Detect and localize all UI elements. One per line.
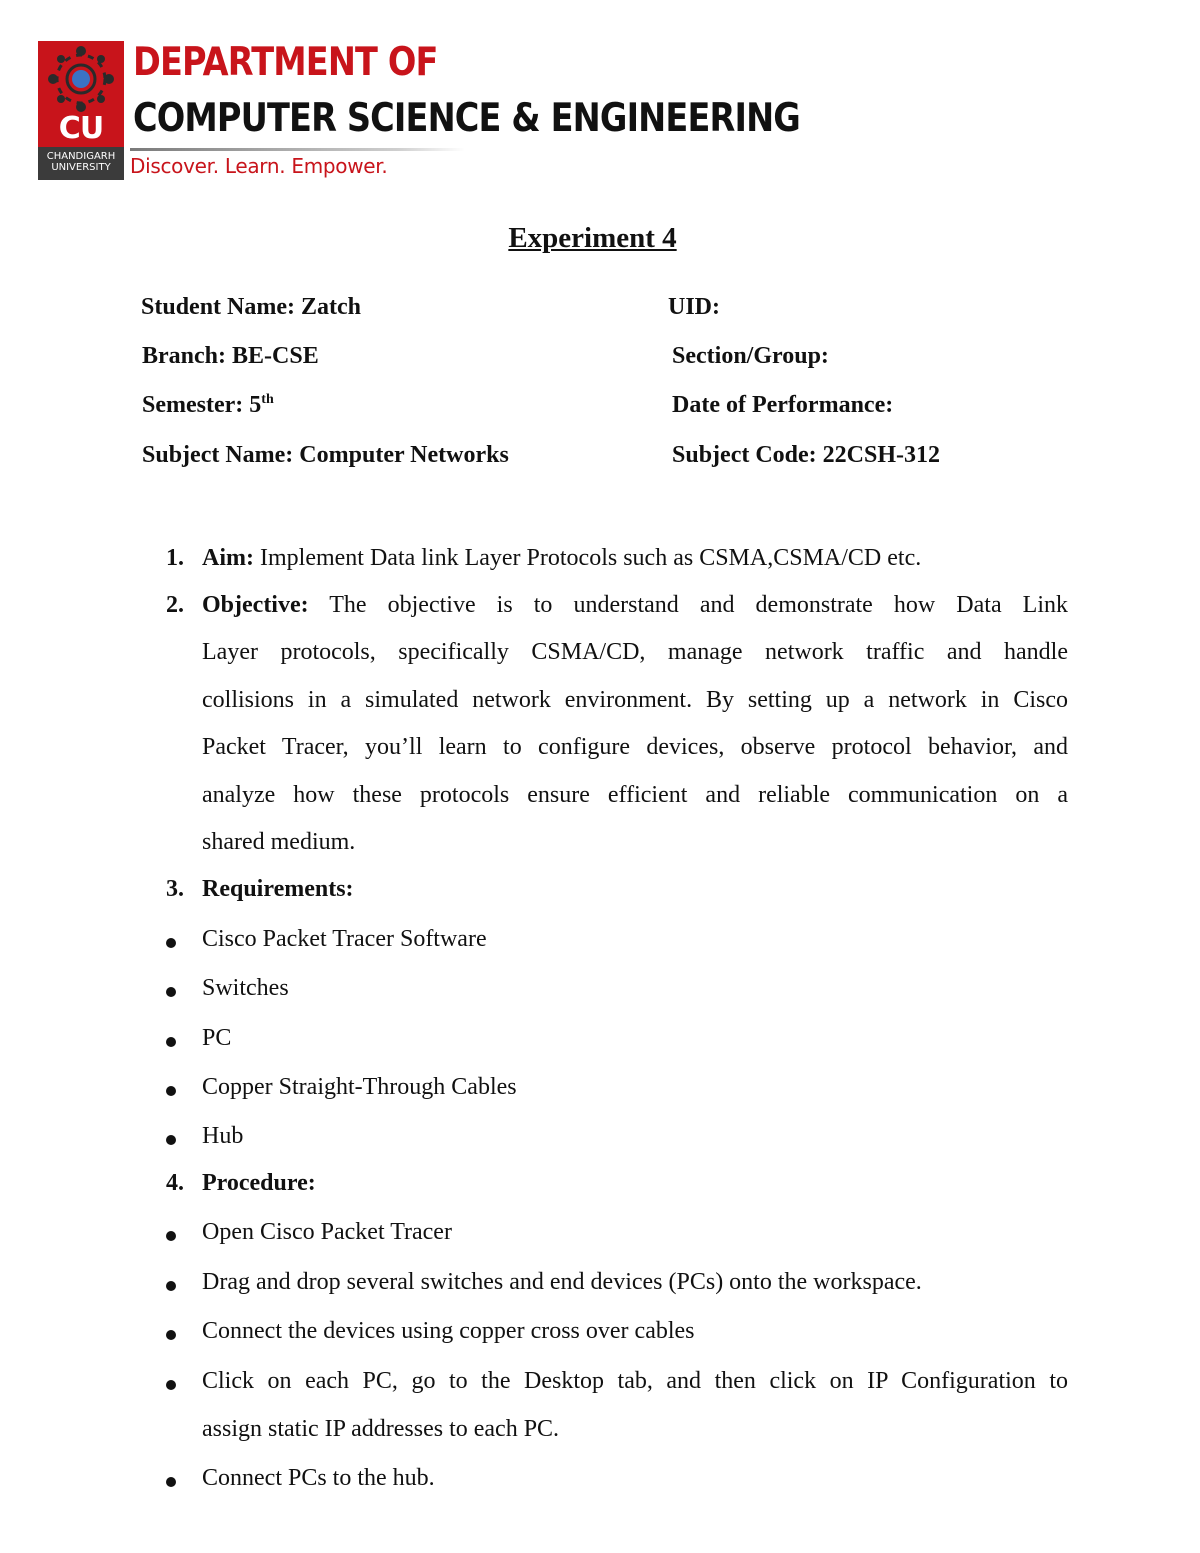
semester-suffix: th [261, 392, 274, 407]
bullet-icon [166, 1380, 176, 1390]
procedure-number: 4. [166, 1170, 184, 1196]
procedure-item-continued: assign static IP addresses to each PC. [202, 1416, 560, 1442]
requirement-item: Hub [202, 1123, 244, 1149]
procedure-item: Connect the devices using copper cross over cables [202, 1318, 695, 1344]
department-line-1: DEPARTMENT OF [133, 40, 438, 85]
requirements-heading: Requirements: [202, 876, 354, 902]
uid-label: UID: [668, 294, 720, 320]
university-logo [38, 41, 124, 180]
procedure-item: Open Cisco Packet Tracer [202, 1219, 452, 1245]
objective-line-3: collisions in a simulated network environment. By setting up a network in Cisco [202, 687, 1068, 713]
bullet-icon [166, 1231, 176, 1241]
procedure-heading: Procedure: [202, 1170, 316, 1196]
bullet-icon [166, 1135, 176, 1145]
procedure-item: Connect PCs to the hub. [202, 1465, 435, 1491]
bullet-icon [166, 1037, 176, 1047]
aim-number: 1. [166, 545, 184, 571]
requirement-item: Cisco Packet Tracer Software [202, 926, 487, 952]
bullet-icon [166, 938, 176, 948]
subject-code: Subject Code: 22CSH-312 [672, 442, 940, 468]
objective-line-4: Packet Tracer, you’ll learn to configure devices, observe protocol behavior, and [202, 734, 1068, 760]
objective-line-5: analyze how these protocols ensure efficient and reliable communication on a [202, 782, 1068, 808]
tagline: Discover. Learn. Empower. [130, 154, 388, 178]
requirements-number: 3. [166, 876, 184, 902]
requirement-item: Switches [202, 975, 289, 1001]
bullet-icon [166, 1281, 176, 1291]
bullet-icon [166, 1477, 176, 1487]
branch: Branch: BE-CSE [142, 343, 319, 369]
procedure-item: Click on each PC, go to the Desktop tab, and then click on IP Configuration to [202, 1368, 1068, 1394]
objective-line-1 [202, 592, 1068, 619]
objective-line-2: Layer protocols, specifically CSMA/CD, manage network traffic and handle [202, 639, 1068, 665]
logo-letters: CU [58, 111, 104, 146]
bullet-icon [166, 1330, 176, 1340]
objective-line-6: shared medium. [202, 829, 356, 855]
requirement-item: PC [202, 1025, 232, 1051]
section-group: Section/Group: [672, 343, 829, 369]
bullet-icon [166, 1086, 176, 1096]
semester-text: Semester: 5 [142, 392, 262, 418]
date-of-performance: Date of Performance: [672, 392, 894, 418]
objective-text: The objective is to understand and demonstrate how Data Link [308, 592, 1068, 618]
department-line-2: COMPUTER SCIENCE & ENGINEERING [133, 96, 800, 141]
objective-label: Objective: [202, 592, 309, 618]
aim [202, 545, 921, 572]
student-name: Student Name: Zatch [141, 294, 361, 320]
university-name: CHANDIGARH UNIVERSITY [46, 151, 116, 173]
semester [142, 392, 274, 419]
procedure-item: Drag and drop several switches and end devices (PCs) onto the workspace. [202, 1269, 922, 1295]
requirement-item: Copper Straight-Through Cables [202, 1074, 517, 1100]
page-title: Experiment 4 [508, 222, 677, 254]
logo-name-band [38, 147, 124, 180]
aim-text: Implement Data link Layer Protocols such as CSMA,CSMA/CD etc. [253, 545, 922, 571]
aim-label: Aim: [202, 545, 254, 571]
objective-number: 2. [166, 592, 184, 618]
subject-name: Subject Name: Computer Networks [142, 442, 509, 468]
header-rule [130, 148, 465, 151]
bullet-icon [166, 987, 176, 997]
